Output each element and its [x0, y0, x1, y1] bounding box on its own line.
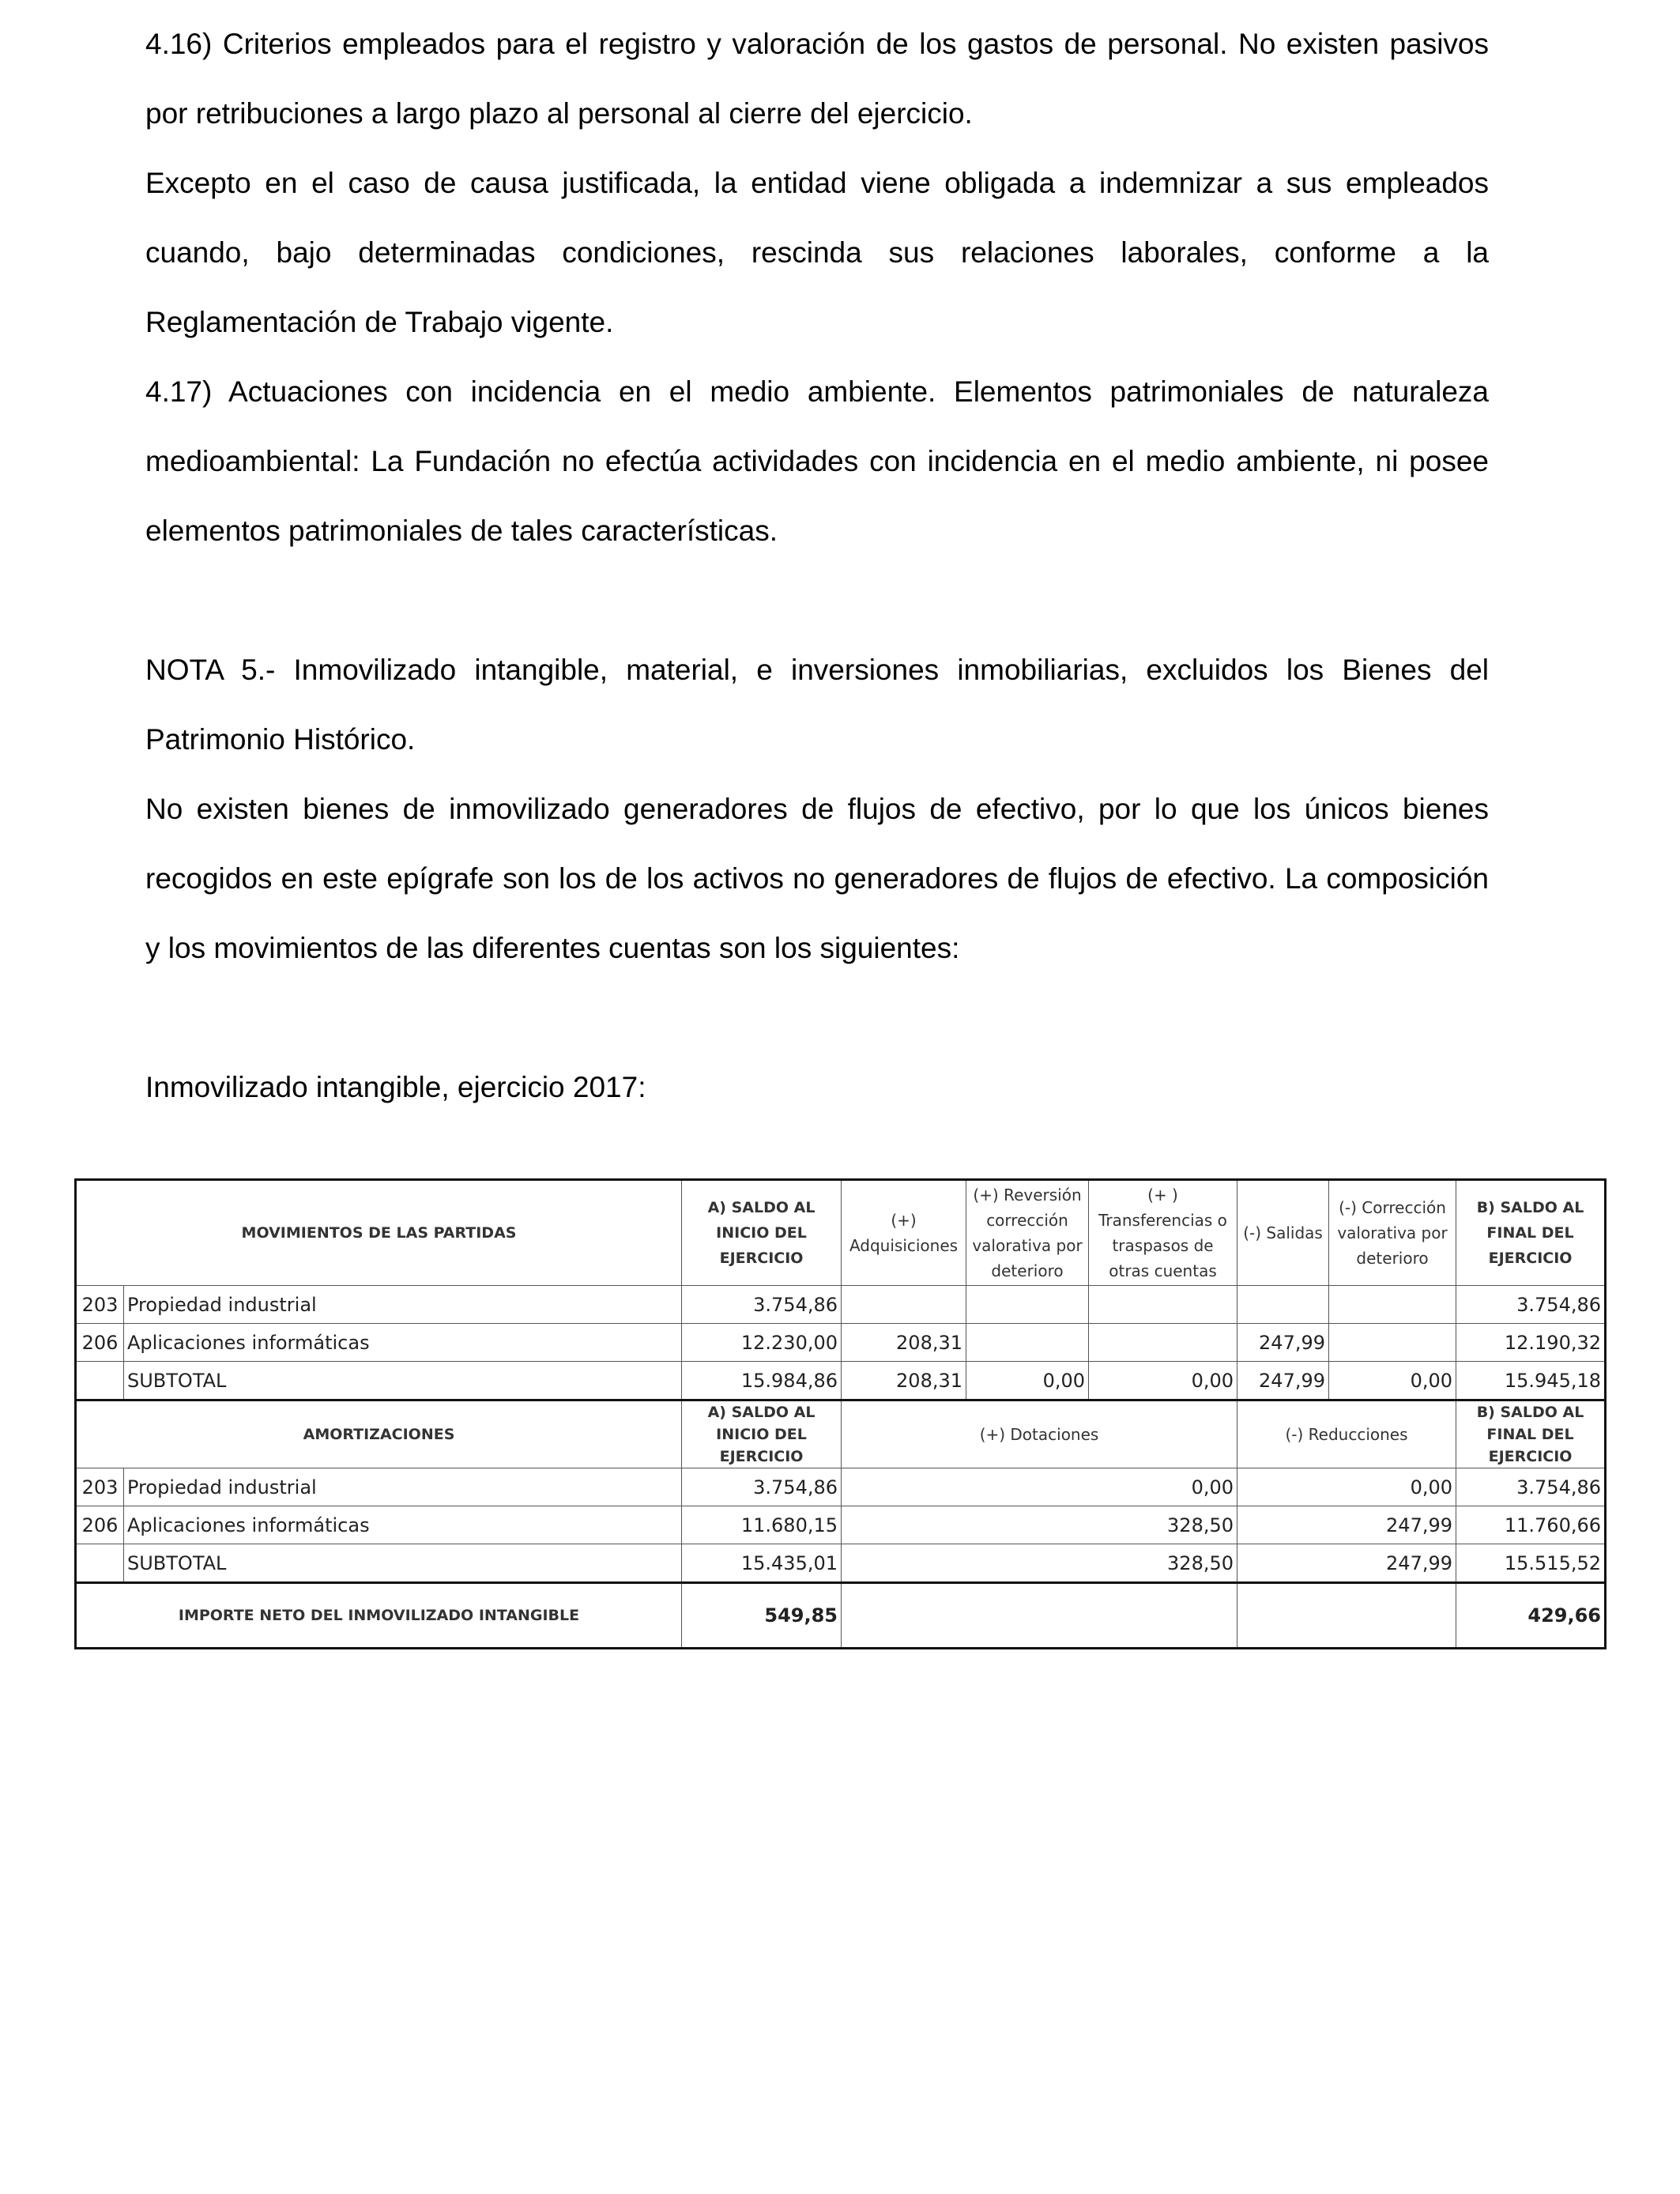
movimientos-header-row: [76, 1180, 1606, 1286]
header-amort-saldo-final: B) SALDO AL FINAL DEL EJERCICIO: [1456, 1400, 1606, 1468]
paragraph-nota-5: NOTA 5.- Inmovilizado intangible, material, e inversiones inmobiliarias, excluidos los Bienes del Patrimonio Histórico.: [145, 654, 1489, 756]
header-dotaciones: (+) Dotaciones: [842, 1400, 1237, 1468]
paragraph-bienes: No existen bienes de inmovilizado generadores de flujos de efectivo, por lo que los únicos bienes recogidos en este epígrafe son los de los activos no generadores de flujos de efectivo. La composición y los movimientos de las diferentes cuentas son los siguientes:: [145, 793, 1489, 964]
importe-neto-label: IMPORTE NETO DEL INMOVILIZADO INTANGIBLE: [76, 1583, 682, 1649]
table-row: [76, 1468, 1606, 1506]
saldo-final-cell: 11.760,66: [1456, 1506, 1606, 1544]
saldo-inicio-cell: 3.754,86: [682, 1286, 842, 1324]
empty-cell: [76, 1362, 124, 1400]
header-movimientos: MOVIMIENTOS DE LAS PARTIDAS: [76, 1180, 682, 1286]
header-adquisiciones: (+) Adquisiciones: [842, 1180, 966, 1286]
reducciones-cell: 247,99: [1237, 1544, 1456, 1583]
account-code: 206: [76, 1324, 124, 1362]
account-name: Aplicaciones informáticas: [124, 1324, 682, 1362]
salidas-cell: 247,99: [1237, 1362, 1329, 1400]
correccion-cell: [1329, 1324, 1456, 1362]
dotaciones-cell: 0,00: [842, 1468, 1237, 1506]
header-reducciones: (-) Reducciones: [1237, 1400, 1456, 1468]
header-amortizaciones: AMORTIZACIONES: [76, 1400, 682, 1468]
reducciones-cell: 247,99: [1237, 1506, 1456, 1544]
adquisiciones-cell: 208,31: [842, 1324, 966, 1362]
inmovilizado-intangible-table: [74, 1178, 1607, 1649]
saldo-final-cell: 15.945,18: [1456, 1362, 1606, 1400]
adquisiciones-cell: [842, 1286, 966, 1324]
table-row: [76, 1324, 1606, 1362]
dotaciones-cell: 328,50: [842, 1506, 1237, 1544]
subtotal-label: SUBTOTAL: [124, 1544, 682, 1583]
importe-neto-final: 429,66: [1456, 1583, 1606, 1649]
salidas-cell: 247,99: [1237, 1324, 1329, 1362]
subtotal-row: [76, 1544, 1606, 1583]
account-code: 203: [76, 1286, 124, 1324]
empty-cell: [842, 1583, 1237, 1649]
reversion-cell: [966, 1324, 1089, 1362]
inmovilizado-table-container: [74, 1178, 1604, 1649]
reversion-cell: 0,00: [966, 1362, 1089, 1400]
header-correccion: (-) Corrección valorativa por deterioro: [1329, 1180, 1456, 1286]
header-amort-saldo-inicio: A) SALDO AL INICIO DEL EJERCICIO: [682, 1400, 842, 1468]
table-caption: [145, 1053, 1489, 1122]
account-code: 203: [76, 1468, 124, 1506]
salidas-cell: [1237, 1286, 1329, 1324]
caption-inmovilizado-intangible: Inmovilizado intangible, ejercicio 2017:: [145, 1071, 646, 1103]
saldo-final-cell: 3.754,86: [1456, 1468, 1606, 1506]
transferencias-cell: 0,00: [1089, 1362, 1237, 1400]
paragraph-4-16: 4.16) Criterios empleados para el registro y valoración de los gastos de personal. No existen pasivos por retribuciones a largo plazo al personal al cierre del ejercicio.: [145, 28, 1489, 130]
adquisiciones-cell: 208,31: [842, 1362, 966, 1400]
importe-neto-row: [76, 1583, 1606, 1649]
importe-neto-inicio: 549,85: [682, 1583, 842, 1649]
saldo-final-cell: 15.515,52: [1456, 1544, 1606, 1583]
saldo-final-cell: 12.190,32: [1456, 1324, 1606, 1362]
text-section-nota-5: [145, 635, 1489, 983]
account-name: Propiedad industrial: [124, 1468, 682, 1506]
paragraph-indemnizaciones: Excepto en el caso de causa justificada, la entidad viene obligada a indemnizar a sus empleados cuando, bajo determinadas condiciones, rescinda sus relaciones laborales, conforme a la Reglamentación de Trabajo vigente.: [145, 167, 1489, 338]
header-transferencias: (+ ) Transferencias o traspasos de otras cuentas: [1089, 1180, 1237, 1286]
paragraph-4-17: 4.17) Actuaciones con incidencia en el medio ambiente. Elementos patrimoniales de naturaleza medioambiental: La Fundación no efectúa actividades con incidencia en el medio ambiente, ni posee elementos patrimoniales de tales características.: [145, 375, 1489, 547]
saldo-inicio-cell: 15.435,01: [682, 1544, 842, 1583]
saldo-inicio-cell: 11.680,15: [682, 1506, 842, 1544]
saldo-inicio-cell: 12.230,00: [682, 1324, 842, 1362]
correccion-cell: [1329, 1286, 1456, 1324]
empty-cell: [1237, 1583, 1456, 1649]
subtotal-row: [76, 1362, 1606, 1400]
header-reversion: (+) Reversión corrección valorativa por deterioro: [966, 1180, 1089, 1286]
saldo-final-cell: 3.754,86: [1456, 1286, 1606, 1324]
header-saldo-inicio: A) SALDO AL INICIO DEL EJERCICIO: [682, 1180, 842, 1286]
saldo-inicio-cell: 3.754,86: [682, 1468, 842, 1506]
table-row: [76, 1506, 1606, 1544]
reversion-cell: [966, 1286, 1089, 1324]
header-saldo-final: B) SALDO AL FINAL DEL EJERCICIO: [1456, 1180, 1606, 1286]
empty-cell: [76, 1544, 124, 1583]
text-section-4-16: [145, 9, 1489, 566]
transferencias-cell: [1089, 1286, 1237, 1324]
amortizaciones-header-row: [76, 1400, 1606, 1468]
subtotal-label: SUBTOTAL: [124, 1362, 682, 1400]
account-code: 206: [76, 1506, 124, 1544]
correccion-cell: 0,00: [1329, 1362, 1456, 1400]
header-salidas: (-) Salidas: [1237, 1180, 1329, 1286]
account-name: Aplicaciones informáticas: [124, 1506, 682, 1544]
table-row: [76, 1286, 1606, 1324]
transferencias-cell: [1089, 1324, 1237, 1362]
account-name: Propiedad industrial: [124, 1286, 682, 1324]
dotaciones-cell: 328,50: [842, 1544, 1237, 1583]
reducciones-cell: 0,00: [1237, 1468, 1456, 1506]
saldo-inicio-cell: 15.984,86: [682, 1362, 842, 1400]
